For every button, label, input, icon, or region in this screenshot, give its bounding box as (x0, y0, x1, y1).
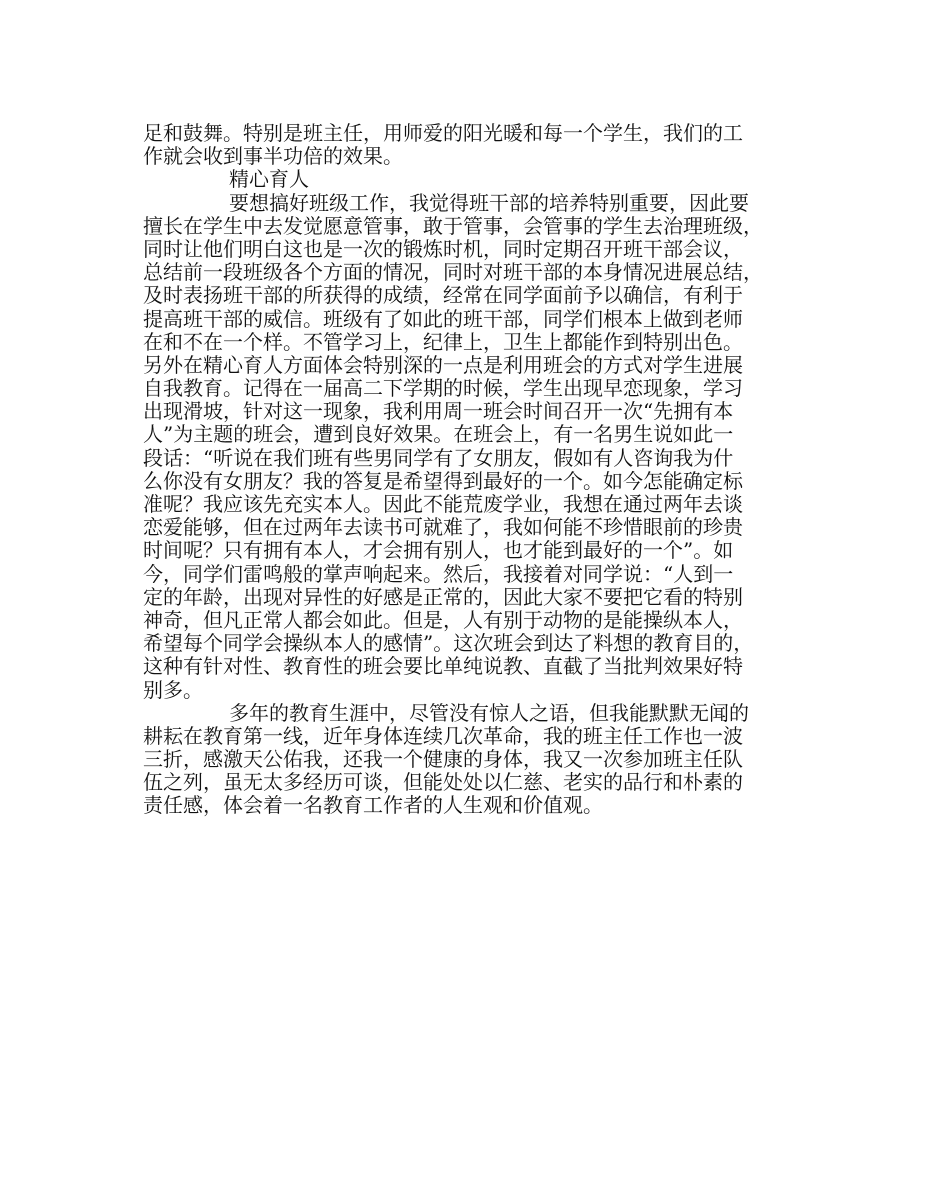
text-line: 恋爱能够，但在过两年去读书可就难了，我如何能不珍惜眼前的珍贵 (143, 515, 743, 540)
text-line: 别多。 (143, 677, 203, 702)
section-heading: 精心育人 (229, 167, 309, 192)
text-line: 希望每个同学会操纵本人的感情”。这次班会到达了料想的教育目的， (143, 631, 754, 656)
text-line: 神奇，但凡正常人都会如此。但是，人有别于动物的是能操纵本人， (143, 607, 743, 632)
text-line: 出现滑坡，针对这一现象，我利用周一班会时间召开一次“先拥有本 (143, 399, 734, 424)
text-line: 伍之列，虽无太多经历可谈，但能处处以仁慈、老实的品行和朴素的 (143, 770, 743, 795)
text-line: 总结前一段班级各个方面的情况，同时对班干部的本身情况进展总结， (143, 260, 763, 285)
text-line: 另外在精心育人方面体会特别深的一点是利用班会的方式对学生进展 (143, 352, 743, 377)
text-line: 多年的教育生涯中，尽管没有惊人之语，但我能默默无闻的 (229, 700, 749, 725)
text-line: 段话：“听说在我们班有些男同学有了女朋友，假如有人咨询我为什 (143, 445, 734, 470)
text-line: 么你没有女朋友？我的答复是希望得到最好的一个。如今怎能确定标 (143, 468, 743, 493)
text-line: 三折，感激天公佑我，还我一个健康的身体，我又一次参加班主任队 (143, 747, 743, 772)
text-line: 今，同学们雷鸣般的掌声响起来。然后，我接着对同学说：“人到一 (143, 561, 734, 586)
text-line: 责任感，体会着一名教育工作者的人生观和价值观。 (143, 793, 603, 818)
text-line: 准呢？我应该先充实本人。因此不能荒废学业，我想在通过两年去谈 (143, 492, 743, 516)
text-line: 提高班干部的威信。班级有了如此的班干部，同学们根本上做到老师 (143, 306, 743, 331)
text-line: 自我教育。记得在一届高二下学期的时候，学生出现早恋现象，学习 (143, 376, 743, 401)
text-line: 要想搞好班级工作，我觉得班干部的培养特别重要，因此要 (229, 190, 749, 215)
text-line: 这种有针对性、教育性的班会要比单纯说教、直截了当批判效果好特 (143, 654, 743, 679)
text-line: 人”为主题的班会，遭到良好效果。在班会上，有一名男生说如此一 (143, 422, 734, 447)
text-line: 时间呢？只有拥有本人，才会拥有别人，也才能到最好的一个”。如 (143, 538, 734, 563)
text-line: 作就会收到事半功倍的效果。 (143, 144, 403, 169)
document-body (143, 122, 823, 818)
text-line: 足和鼓舞。特别是班主任，用师爱的阳光暖和每一个学生，我们的工 (143, 121, 743, 145)
text-line: 耕耘在教育第一线，近年身体连续几次革命，我的班主任工作也一波 (143, 723, 743, 748)
text-line: 及时表扬班干部的所获得的成绩，经常在同学面前予以确信，有利于 (143, 283, 743, 308)
text-line: 在和不在一个样。不管学习上，纪律上，卫生上都能作到特别出色。 (143, 329, 743, 354)
text-line: 定的年龄，出现对异性的好感是正常的，因此大家不要把它看的特别 (143, 584, 743, 609)
text-line: 擅长在学生中去发觉愿意管事，敢于管事，会管事的学生去治理班级， (143, 213, 763, 238)
text-line: 同时让他们明白这也是一次的锻炼时机，同时定期召开班干部会议， (143, 236, 743, 261)
